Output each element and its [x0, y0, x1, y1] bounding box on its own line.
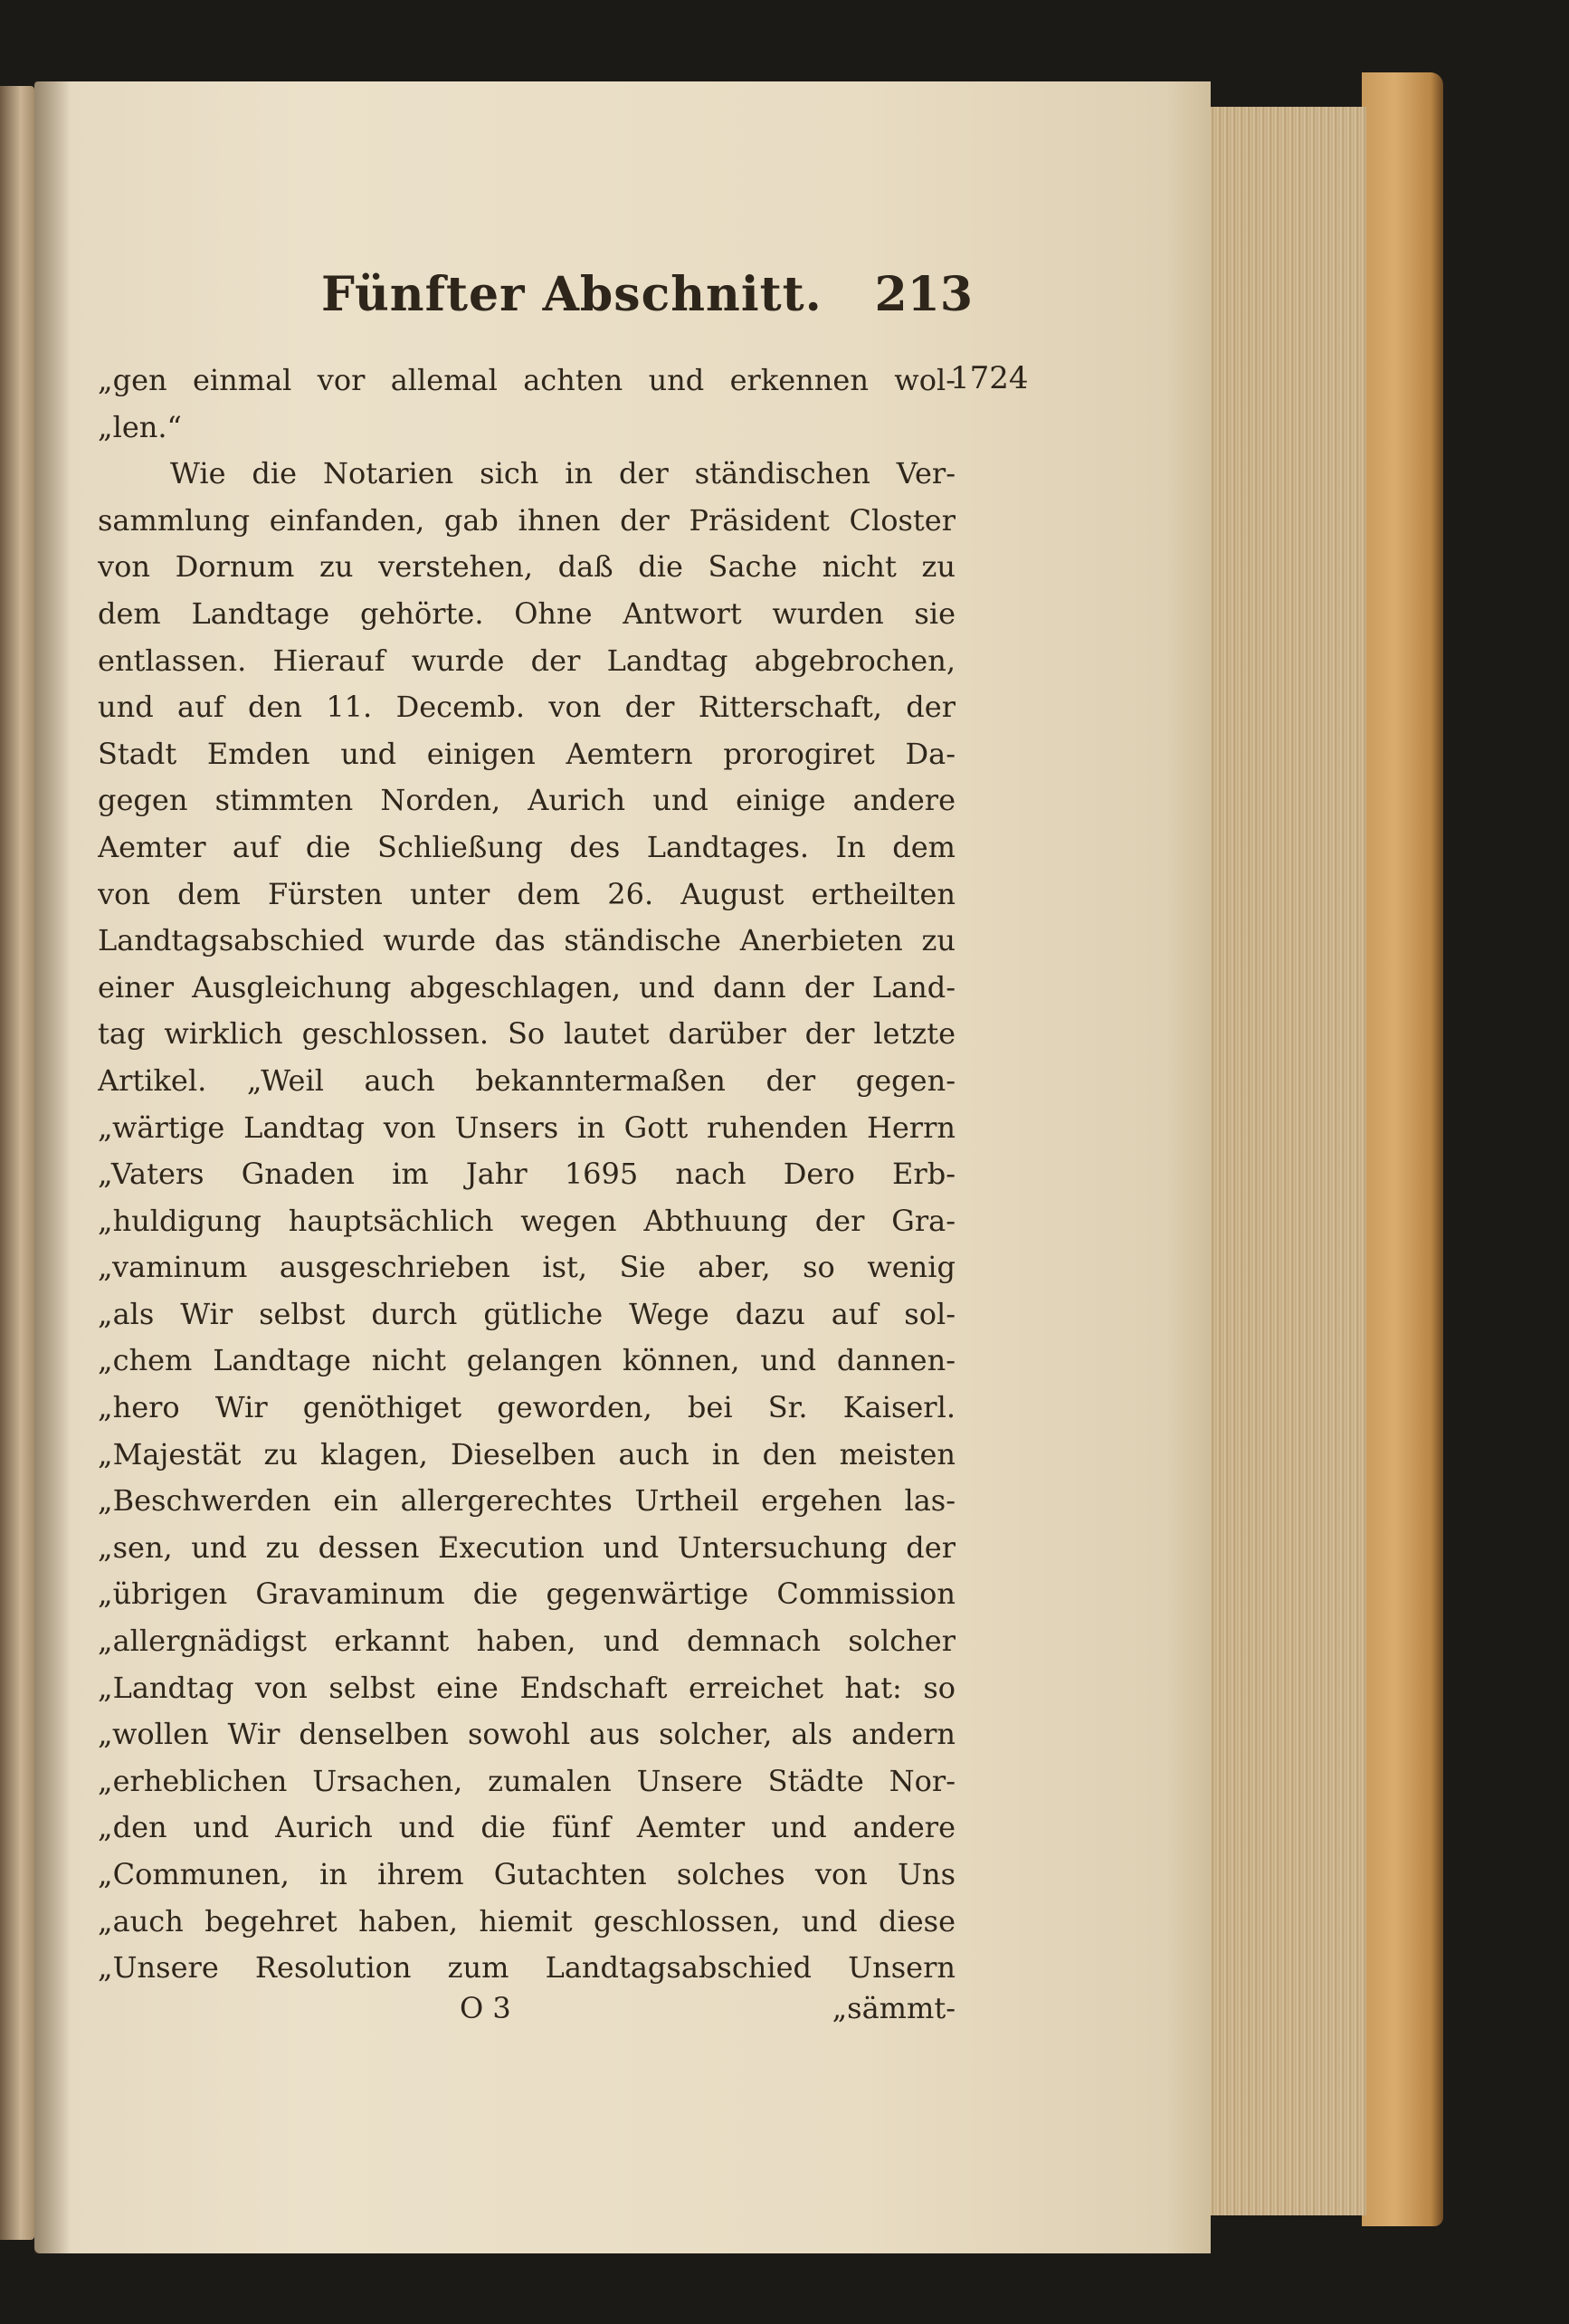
text-line: „den und Aurich und die fünf Aemter und andere [98, 1810, 956, 1845]
book-cover-edge [1362, 72, 1443, 2226]
previous-page-edge [0, 86, 34, 2240]
text-line: von Dornum zu verstehen, daß die Sache nicht zu [98, 549, 956, 585]
spine-shadow [34, 81, 71, 2253]
catchword: „sämmt- [832, 1991, 956, 2025]
text-line: Artikel. „Weil auch bekanntermaßen der gegen- [98, 1062, 956, 1098]
text-line: „Majestät zu klagen, Dieselben auch in den meisten [98, 1436, 956, 1472]
text-line: „huldigung hauptsächlich wegen Abthuung der Gra- [98, 1203, 956, 1238]
text-line: „als Wir selbst durch gütliche Wege dazu auf sol- [98, 1296, 956, 1331]
text-line: Landtagsabschied wurde das ständische Anerbieten zu [98, 923, 956, 958]
text-line: „Landtag von selbst eine Endschaft erreichet hat: so [98, 1670, 956, 1705]
text-line: und auf den 11. Decemb. von der Ritterschaft, der [98, 690, 956, 725]
text-line: „Beschwerden ein allergerechtes Urtheil ergehen las- [98, 1483, 956, 1519]
text-line: „erheblichen Ursachen, zumalen Unsere Städte Nor- [98, 1763, 956, 1798]
text-line: „Communen, in ihrem Gutachten solches von Uns [98, 1857, 956, 1891]
text-line: „übrigen Gravaminum die gegenwärtige Commission [98, 1576, 956, 1612]
text-line: „gen einmal vor allemal achten und erkennen wol- [98, 363, 956, 397]
text-line: „hero Wir genöthiget geworden, bei Sr. Kaiserl. [98, 1390, 956, 1425]
text-line: Stadt Emden und einigen Aemtern prorogiret Da- [98, 736, 956, 771]
text-line: entlassen. Hierauf wurde der Landtag abgebrochen, [98, 643, 956, 678]
page-block-edges [1185, 107, 1366, 2215]
running-head: Fünfter Abschnitt. [321, 267, 823, 322]
text-line: von dem Fürsten unter dem 26. August ertheilten [98, 876, 956, 911]
text-line: gegen stimmten Norden, Aurich und einige andere [98, 783, 956, 818]
text-line: „auch begehret haben, hiemit geschlossen, und diese [98, 1903, 956, 1938]
text-line: Wie die Notarien sich in der ständischen Ver- [170, 456, 956, 491]
text-line: sammlung einfanden, gab ihnen der Präsident Closter [98, 502, 956, 538]
text-line: „wärtige Landtag von Unsers in Gott ruhenden Herrn [98, 1110, 956, 1145]
text-line: „vaminum ausgeschrieben ist, Sie aber, so wenig [98, 1250, 956, 1285]
page-number: 213 [874, 267, 973, 322]
text-line: „len.“ [98, 409, 182, 444]
body-text [98, 357, 956, 1992]
text-line: einer Ausgleichung abgeschlagen, und dann der Land- [98, 969, 956, 1005]
text-line: „chem Landtage nicht gelangen können, und dannen- [98, 1343, 956, 1378]
text-line: „allergnädigst erkannt haben, und demnach solcher [98, 1624, 956, 1659]
margin-year: 1724 [950, 360, 1029, 396]
page-footer [98, 1991, 956, 2036]
page-header [321, 267, 973, 339]
text-line: dem Landtage gehörte. Ohne Antwort wurden sie [98, 595, 956, 631]
text-line: „sen, und zu dessen Execution und Untersuchung der [98, 1529, 956, 1565]
text-line: „wollen Wir denselben sowohl aus solcher, als andern [98, 1717, 956, 1752]
text-line: tag wirklich geschlossen. So lautet darüber der letzte [98, 1016, 956, 1052]
text-line: „Vaters Gnaden im Jahr 1695 nach Dero Erb- [98, 1157, 956, 1192]
text-line: Aemter auf die Schließung des Landtages. In dem [98, 829, 956, 864]
signature-mark: O 3 [460, 1991, 511, 2025]
text-line: „Unsere Resolution zum Landtagsabschied Unsern [98, 1950, 956, 1986]
